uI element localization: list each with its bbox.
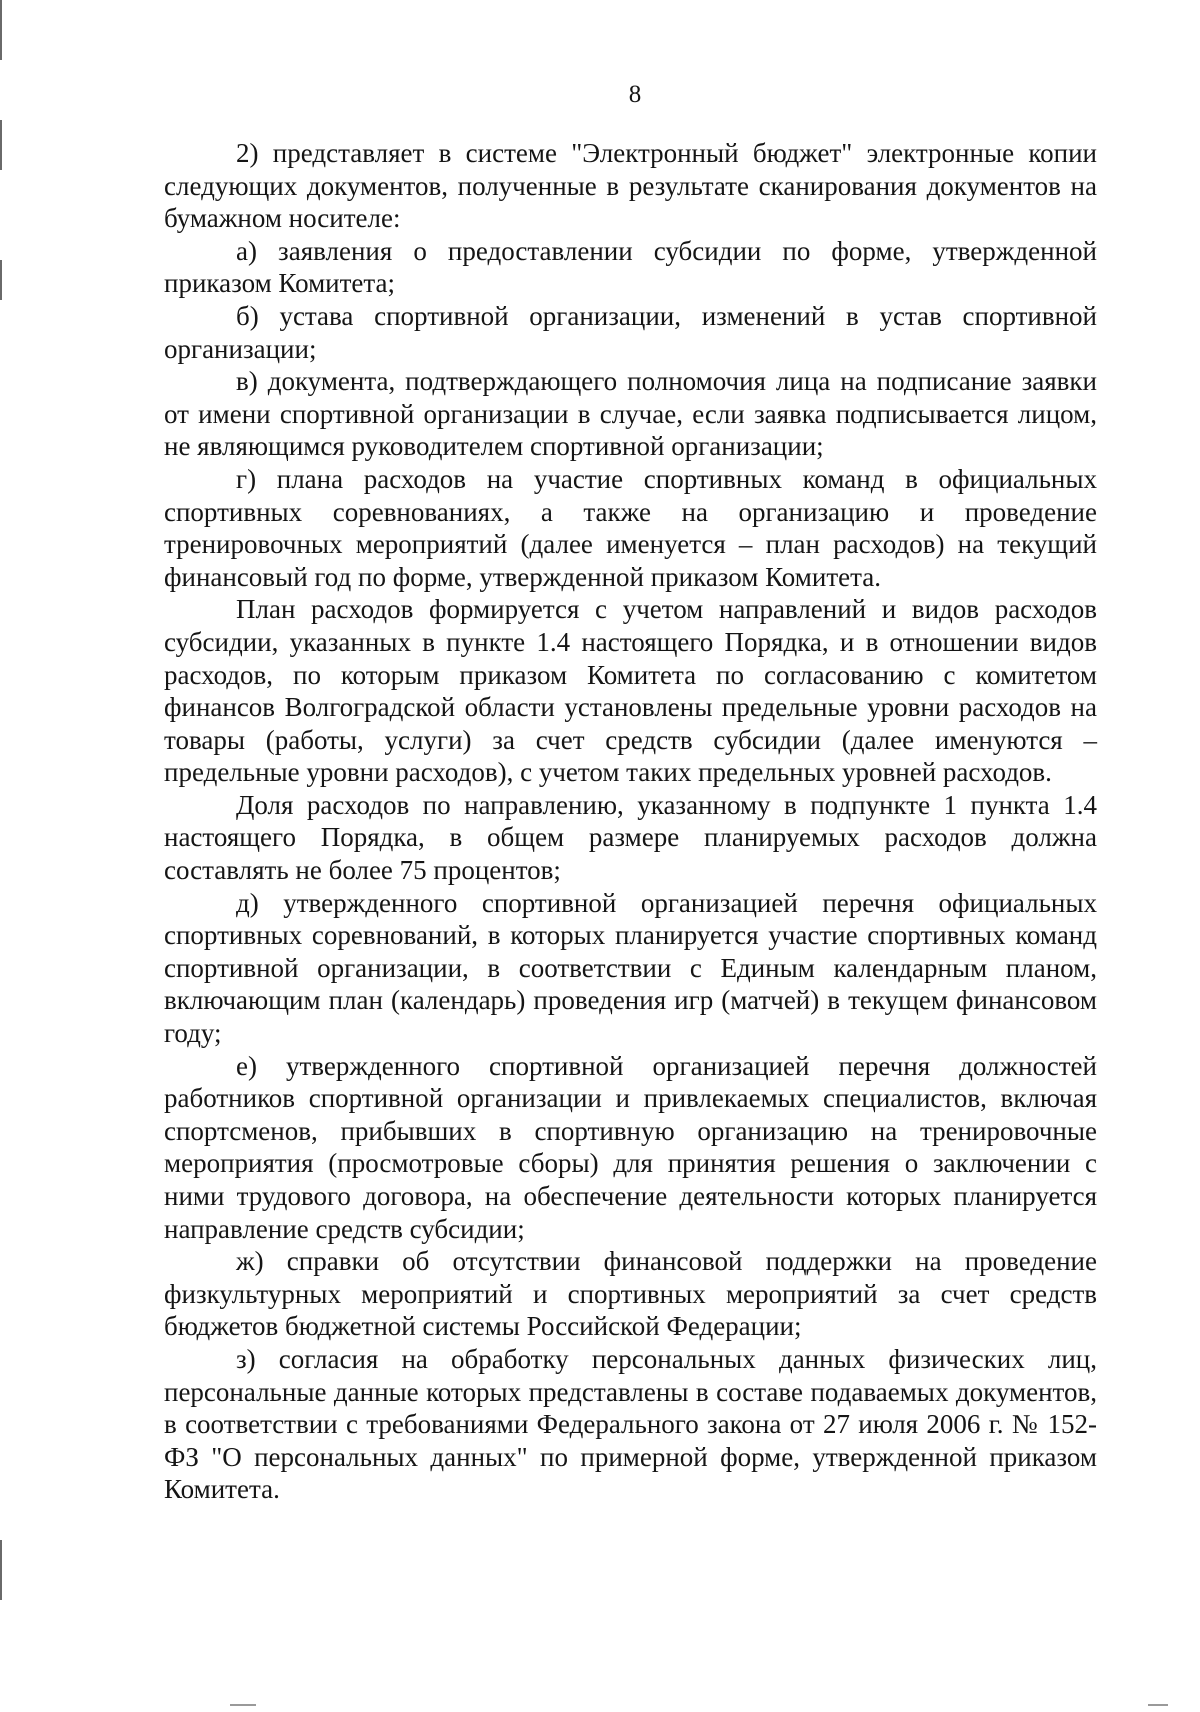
paragraph-subitem-v: в) документа, подтверждающего полномочия лица на подписание заявки от имени спортивной организации в случае, если заявка подписывается лицом, не являющимся руководителем спортивной организации; <box>164 366 1097 462</box>
paragraph-expense-share: Доля расходов по направлению, указанному в подпункте 1 пункта 1.4 настоящего Порядка, в общем размере планируемых расходов должна составлять не более 75 процентов; <box>164 789 1097 886</box>
scan-edge-mark <box>0 120 2 170</box>
scan-edge-mark <box>0 0 2 60</box>
paragraph-subitem-a: а) заявления о предоставлении субсидии по форме, утвержденной приказом Комитета; <box>164 235 1097 299</box>
document-body <box>164 137 1097 1506</box>
paragraph-subitem-g: г) плана расходов на участие спортивных команд в официальных спортивных соревнованиях, а также на организацию и проведение тренировочных мероприятий (далее именуется – план расходов) на текущий финансовый год по форме, утвержденной приказом Комитета. <box>164 463 1097 592</box>
scan-speck <box>230 1704 256 1706</box>
page-number: 8 <box>628 81 642 108</box>
paragraph-subitem-z: з) согласия на обработку персональных данных физических лиц, персональные данные которых представлены в составе подаваемых документов, в соответствии с требованиями Федерального закона от 27 июля 2006 г. № 152-ФЗ "О персональных данных" по примерной форме, утвержденной приказом Комитета. <box>164 1343 1097 1505</box>
paragraph-subitem-e: е) утвержденного спортивной организацией перечня должностей работников спортивной организации и привлекаемых специалистов, включая спортсменов, прибывших в спортивную организацию на тренировочные мероприятия (просмотровые сборы) для принятия решения о заключении с ними трудового договора, на обеспечение деятельности которых планируется направление средств субсидии; <box>164 1050 1097 1244</box>
scan-edge-mark <box>0 260 2 300</box>
paragraph-subitem-zh: ж) справки об отсутствии финансовой поддержки на проведение физкультурных мероприятий и спортивных мероприятий за счет средств бюджетов бюджетной системы Российской Федерации; <box>164 1246 1097 1342</box>
paragraph-item-2: 2) представляет в системе "Электронный бюджет" электронные копии следующих документов, полученные в результате сканирования документов на бумажном носителе: <box>164 138 1097 234</box>
paragraph-subitem-d: д) утвержденного спортивной организацией перечня официальных спортивных соревнований, в которых планируется участие спортивных команд спортивной организации, в соответствии с Единым календарным планом, включающим план (календарь) проведения игр (матчей) в текущем финансовом году; <box>164 887 1097 1049</box>
scan-edge-mark <box>0 1540 2 1600</box>
scan-speck <box>1148 1704 1168 1706</box>
paragraph-expense-plan: План расходов формируется с учетом направлений и видов расходов субсидии, указанных в пункте 1.4 настоящего Порядка, и в отношении видов расходов, по которым приказом Комитета по согласованию с комитетом финансов Волгоградской области установлены предельные уровни расходов на товары (работы, услуги) за счет средств субсидии (далее именуются – предельные уровни расходов), с учетом таких предельных уровней расходов. <box>164 594 1097 788</box>
paragraph-subitem-b: б) устава спортивной организации, изменений в устав спортивной организации; <box>164 300 1097 364</box>
